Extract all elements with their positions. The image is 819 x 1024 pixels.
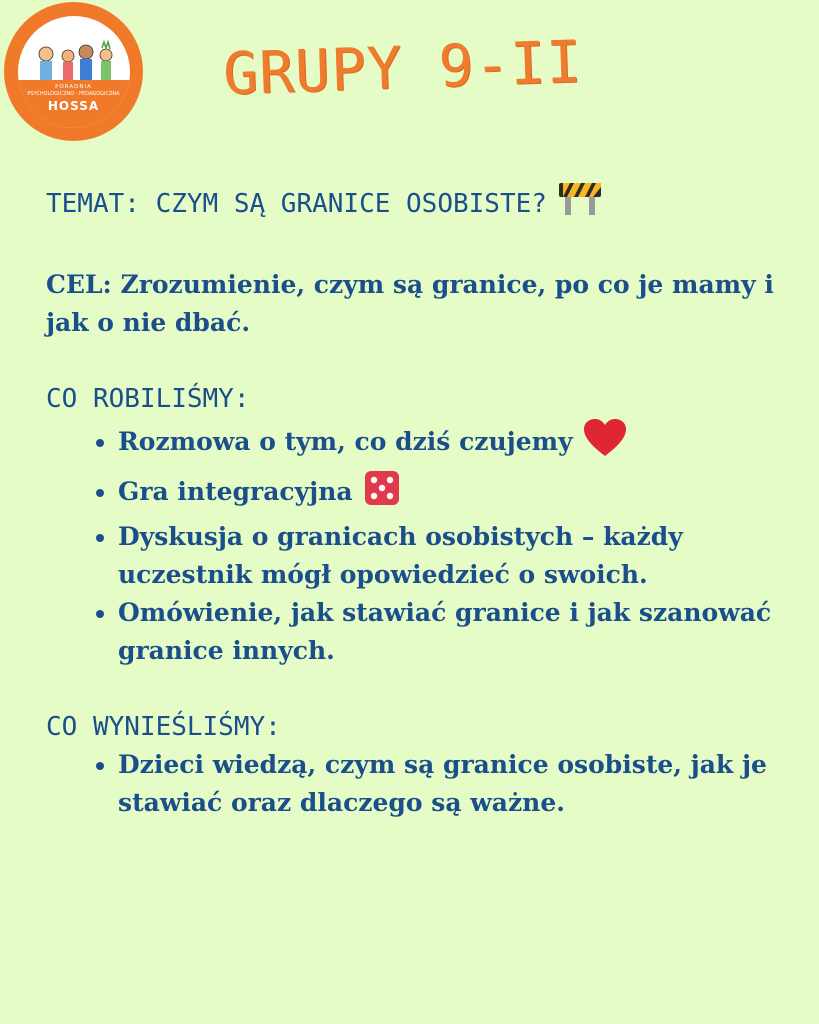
- outcomes-title: CO WYNIEŚLIŚMY:: [46, 712, 281, 742]
- hossa-logo: [4, 2, 143, 141]
- topic-line: [46, 181, 786, 228]
- logo-badge: [18, 16, 130, 128]
- page-title: GRUPY 9-II: [222, 27, 584, 108]
- post-content: [46, 181, 786, 822]
- logo-line-1: PORADNIA: [55, 83, 92, 90]
- children-figures-icon: [18, 16, 130, 86]
- list-item: • Dzieci wiedzą, czym są granice osobiste, jak je stawiać oraz dlaczego są ważne.: [118, 746, 786, 822]
- logo-line-2: PSYCHOLOGICZNO - PEDAGOGICZNA: [27, 90, 120, 97]
- activities-title: CO ROBILIŚMY:: [46, 384, 250, 414]
- list-item: • Dyskusja o granicach osobistych – każdy uczestnik mógł opowiedzieć o swoich.: [118, 518, 786, 594]
- roadblock-icon: [557, 181, 603, 228]
- topic-text: TEMAT: CZYM SĄ GRANICE OSOBISTE?: [46, 189, 547, 219]
- heart-icon: [583, 418, 627, 469]
- activities-list: [46, 418, 786, 670]
- list-item: • Rozmowa o tym, co dziś czujemy: [118, 418, 786, 469]
- list-item: • Gra integracyjna: [118, 469, 786, 518]
- logo-band: [18, 80, 130, 128]
- list-item: • Omówienie, jak stawiać granice i jak szanować granice innych.: [118, 594, 786, 670]
- goal-text: CEL: Zrozumienie, czym są granice, po co je mamy i jak o nie dbać.: [46, 270, 774, 337]
- dice-icon: [363, 469, 401, 518]
- outcomes-list: [46, 746, 786, 822]
- logo-line-3: HOSSA: [47, 98, 100, 113]
